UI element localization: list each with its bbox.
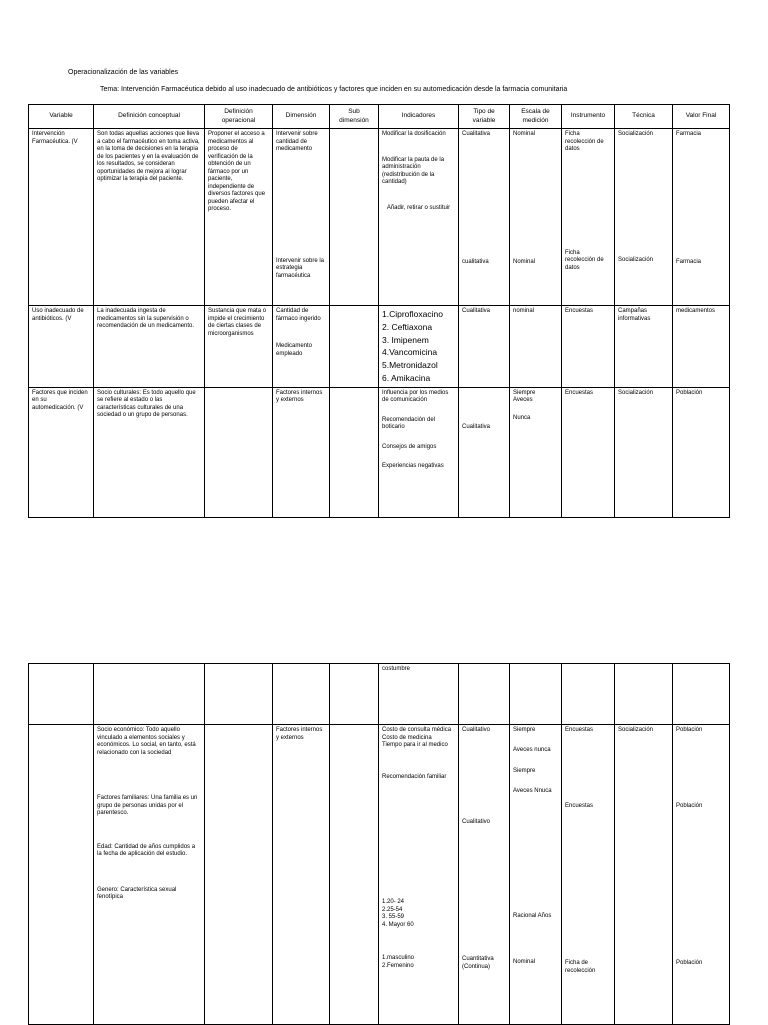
- technique-cell: [615, 664, 673, 725]
- indicator-text: 3. Imipenem: [382, 334, 429, 345]
- definition-text: Factores familiares: Una familia es un grupo de personas unidas por el parentesco.: [97, 795, 198, 816]
- scale-text: Racional Años: [513, 913, 552, 919]
- scale-cell: [510, 129, 562, 306]
- operational-definition-cell: Proponer el acceso a medicamentos al proceso de verificación de la obtención de un fármaco por un paciente, independiente de diversos factores que pueden afectar el proceso.: [205, 129, 273, 306]
- table-row: [29, 129, 730, 306]
- technique-text: Socialización: [618, 727, 654, 733]
- variable-cell: Intervención Farmacéutica. (V: [29, 129, 94, 306]
- final-value-cell: [673, 129, 730, 306]
- instrument-text: Encuestas: [565, 727, 594, 733]
- indicator-text: Influencia por los medios de comunicación: [382, 389, 449, 403]
- instrument-cell: [562, 664, 615, 725]
- indicator-text: 2.Femenino: [382, 962, 414, 969]
- definition-text: Edad: Cantidad de años cumplidos a la fecha de aplicación del estudio.: [97, 843, 196, 857]
- instrument-text: Encuestas: [565, 802, 594, 809]
- indicators-cell: [379, 387, 459, 517]
- dimension-cell: [273, 129, 330, 306]
- variable-type-text: Cualitativo: [462, 727, 491, 733]
- column-header: Valor Final: [673, 105, 730, 129]
- technique-cell: [615, 129, 673, 306]
- technique-text: Socialización: [618, 256, 654, 263]
- scale-text: Aveces nunca: [513, 746, 551, 753]
- scale-cell: [510, 664, 562, 725]
- conceptual-definition-cell: Socio culturales: Es todo aquello que se refiere al estado o las características culturales de una sociedad o un grupo de personas.: [94, 387, 205, 517]
- indicators-cell: [379, 725, 459, 1025]
- indicator-text: Experiencias negativas: [382, 463, 444, 469]
- variable-cell: [29, 725, 94, 1025]
- scale-cell: [510, 725, 562, 1025]
- column-header: Definición operacional: [205, 105, 273, 129]
- indicator-text: Recomendación del boticario: [382, 416, 436, 430]
- indicator-text: 2. Ceftiaxona: [382, 321, 433, 332]
- variable-type-text: Cualitativo: [462, 818, 491, 825]
- technique-cell: Socialización: [615, 387, 673, 517]
- conceptual-definition-cell: Son todas aquellas acciones que lleva a cabo el farmacéutico en toma activa, en la toma de decisiones en la terapia de los pacientes y en la evaluación de los resultados, se consideran oportunidades de mejora al lograr optimizar la terapia del paciente.: [94, 129, 205, 306]
- technique-cell: [615, 725, 673, 1025]
- scale-text: Aveces Nnuca: [513, 787, 552, 794]
- scale-text: Nominal: [513, 131, 536, 137]
- dimension-cell: [273, 664, 330, 725]
- conceptual-definition-cell: [94, 725, 205, 1025]
- instrument-text: Ficha de recolección: [565, 960, 596, 974]
- column-header: Dimensión: [273, 105, 330, 129]
- subdimension-cell: [330, 129, 379, 306]
- variable-type-cell: [459, 387, 510, 517]
- indicator-text: Consejos de amigos: [382, 443, 437, 450]
- scale-text: Nominal: [513, 258, 536, 265]
- column-header: Sub dimensión: [330, 105, 379, 129]
- final-value-text: Farmacia: [676, 258, 702, 265]
- scale-text: Nunca: [513, 414, 531, 421]
- scale-cell: [510, 387, 562, 517]
- variable-cell: Uso inadecuado de antibióticos. (V: [29, 306, 94, 388]
- table-header-row: [29, 105, 730, 129]
- subdimension-cell: [330, 306, 379, 388]
- operational-definition-cell: [205, 387, 273, 517]
- page-subtitle: Tema: Intervención Farmacéutica debido al uso inadecuado de antibióticos y factores que inciden en su automedicación desde la farmacia comunitaria: [100, 86, 568, 93]
- indicator-text: 5.Metronidazol: [382, 360, 438, 370]
- table-row: [29, 306, 730, 388]
- operationalization-table: [28, 104, 730, 518]
- indicator-text: Tiempo para ir al medico: [382, 742, 448, 748]
- variable-type-cell: [459, 664, 510, 725]
- final-value-cell: medicamentos: [673, 306, 730, 388]
- final-value-text: Población: [676, 727, 703, 733]
- column-header: Instrumento: [562, 105, 615, 129]
- column-header: Definición conceptual: [94, 105, 205, 129]
- scale-text: Aveces: [513, 397, 533, 403]
- subdimension-cell: [330, 387, 379, 517]
- column-header: Escala de medición: [510, 105, 562, 129]
- definition-text: Socio económico: Todo aquello vinculado a elementos sociales y económicos. Lo social, en tanto, está relacionado con la sociedad: [97, 727, 196, 756]
- indicator-text: 1.Ciprofloxacino: [382, 309, 443, 319]
- indicator-text: 6. Amikacina: [382, 372, 431, 383]
- column-header: Indicadores: [379, 105, 459, 129]
- variable-type-text: Cualitativa: [462, 423, 491, 430]
- table-row: [29, 664, 730, 725]
- indicator-text: Modificar la pauta de la administración (redistribución de la cantidad): [382, 156, 445, 185]
- variable-type-cell: Cualitativa: [459, 306, 510, 388]
- variable-type-text: Cuantitativa (Continua): [462, 956, 494, 970]
- scale-text: Siempre: [513, 389, 536, 396]
- dimension-text: Medicamento empleado: [276, 343, 313, 357]
- table-row: [29, 387, 730, 517]
- scale-text: Nominal: [513, 958, 536, 965]
- variable-type-text: Cualitativa: [462, 131, 491, 137]
- indicators-cell: [379, 306, 459, 388]
- operationalization-table-continued: [28, 663, 730, 1025]
- conceptual-definition-cell: La inadecuada ingesta de medicamentos sin la supervisión o recomendación de un medicamento.: [94, 306, 205, 388]
- scale-text: Siempre: [513, 768, 536, 774]
- indicator-text: Recomendación familiar: [382, 773, 447, 780]
- indicators-cell: [379, 129, 459, 306]
- variable-type-cell: [459, 725, 510, 1025]
- final-value-text: Farmacia: [676, 131, 702, 137]
- dimension-cell: [273, 306, 330, 388]
- operational-definition-cell: Sustancia que mata o impide el crecimiento de ciertas clases de microorganismos: [205, 306, 273, 388]
- dimension-text: Intervenir sobre la estrategia farmacéutica: [276, 257, 325, 279]
- final-value-cell: [673, 664, 730, 725]
- technique-cell: Campañas informativas: [615, 306, 673, 388]
- page-title: Operacionalización de las variables: [68, 69, 179, 76]
- column-header: Variable: [29, 105, 94, 129]
- variable-type-cell: [459, 129, 510, 306]
- operational-definition-cell: [205, 664, 273, 725]
- dimension-text: Cantidad de fármaco ingerido: [276, 308, 321, 322]
- subdimension-cell: [330, 664, 379, 725]
- variable-type-text: cualitativa: [462, 258, 489, 265]
- column-header: Técnica: [615, 105, 673, 129]
- scale-text: Siempre: [513, 727, 536, 733]
- indicator-text: Costo de consulta médica: [382, 727, 452, 733]
- dimension-text: Intervenir sobre cantidad de medicamento: [276, 131, 318, 152]
- final-value-cell: [673, 725, 730, 1025]
- indicator-text: 4.Vancomicina: [382, 347, 438, 358]
- indicator-text: Costo de medicina: [382, 734, 432, 741]
- instrument-text: Ficha recolección de datos: [565, 131, 604, 152]
- indicator-text: 1.masculino: [382, 955, 415, 961]
- final-value-text: Población: [676, 960, 703, 966]
- indicator-text: Modificar la dosificación: [382, 131, 446, 137]
- instrument-cell: Encuestas: [562, 306, 615, 388]
- table-row: [29, 725, 730, 1025]
- instrument-cell: Encuestas: [562, 387, 615, 517]
- variable-cell: Factores que inciden en su automedicación. (V: [29, 387, 94, 517]
- operational-definition-cell: [205, 725, 273, 1025]
- final-value-text: Población: [676, 802, 703, 809]
- scale-cell: nominal: [510, 306, 562, 388]
- indicator-text: 4. Mayor 60: [382, 921, 414, 928]
- column-header: Tipo de variable: [459, 105, 510, 129]
- final-value-cell: Población: [673, 387, 730, 517]
- technique-text: Socialización: [618, 131, 654, 137]
- indicator-text: Añadir, retirar o sustituir: [386, 204, 451, 211]
- instrument-cell: [562, 725, 615, 1025]
- subdimension-cell: [330, 725, 379, 1025]
- instrument-cell: [562, 129, 615, 306]
- dimension-cell: Factores internos y externos: [273, 725, 330, 1025]
- instrument-text: Ficha recolección de datos: [565, 249, 604, 271]
- indicators-cell: costumbre: [379, 664, 459, 725]
- definition-text: Genero: Característica sexual fenotípica: [97, 886, 177, 900]
- conceptual-definition-cell: [94, 664, 205, 725]
- indicator-text: 1.20- 24: [382, 899, 405, 905]
- variable-cell: [29, 664, 94, 725]
- dimension-cell: Factores internos y externos: [273, 387, 330, 517]
- indicator-text: 2.25-54: [382, 906, 403, 913]
- indicator-text: 3. 55-59: [382, 914, 405, 920]
